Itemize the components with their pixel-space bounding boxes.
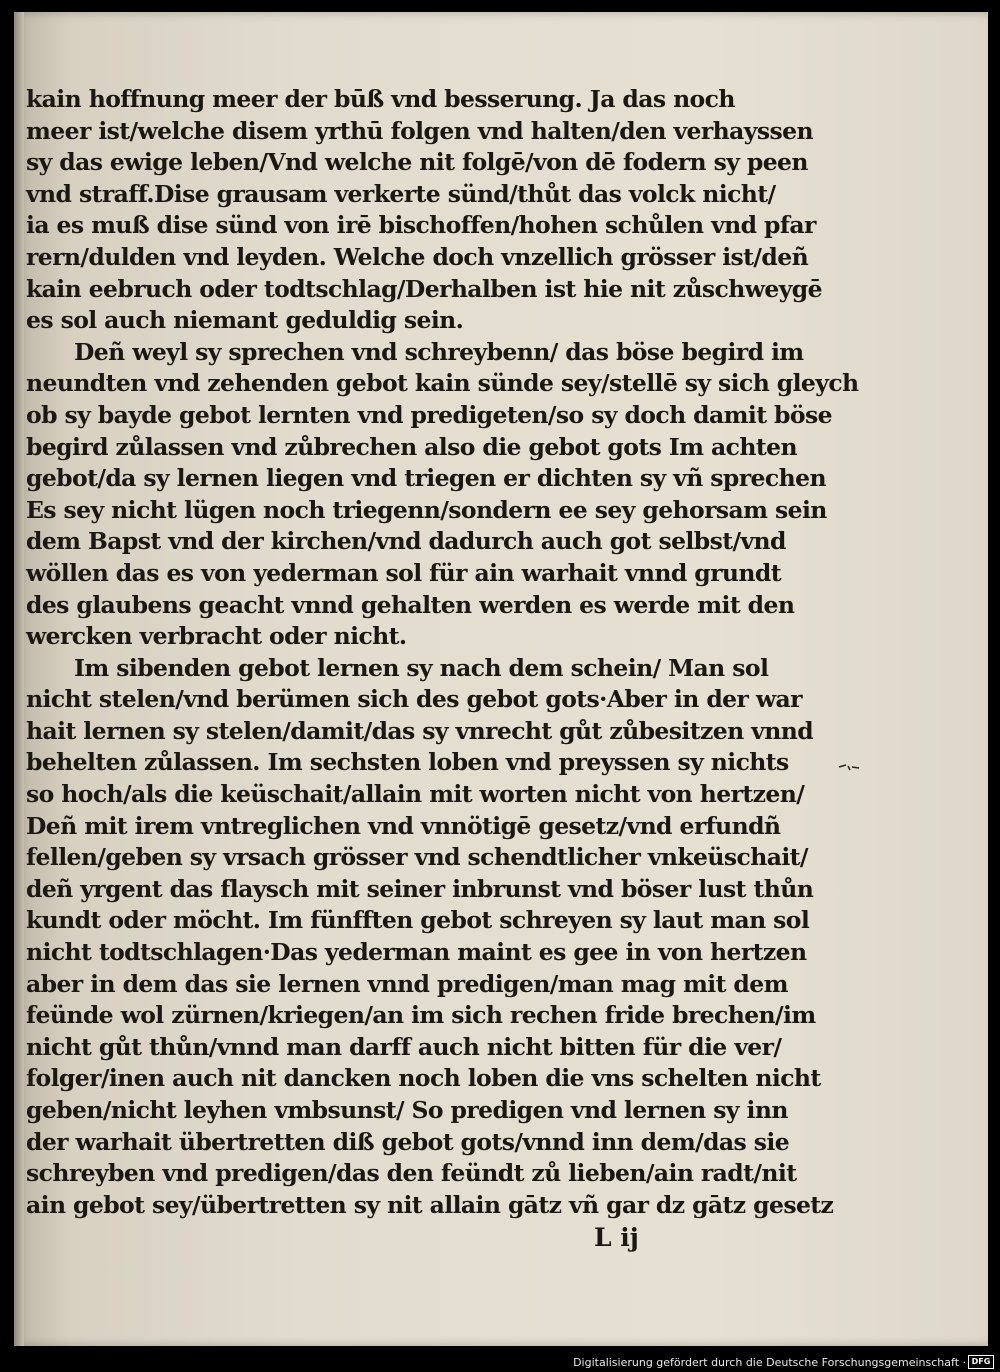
text-line: Im sibenden gebot lernen sy nach dem schein/ Man sol xyxy=(74,653,769,682)
text-line: es sol auch niemant geduldig sein. xyxy=(26,306,464,335)
text-line: des glaubens geacht vnnd gehalten werden es werde mit den xyxy=(26,590,795,619)
text-line: feünde wol zürnen/kriegen/an im sich rechen fride brechen/im xyxy=(26,1001,816,1030)
text-line: behelten zůlassen. Im sechsten loben vnd preyssen sy nichts xyxy=(26,748,789,777)
text-line: fellen/geben sy vrsach grösser vnd schendtlicher vnkeüschait/ xyxy=(26,843,808,872)
text-line: hait lernen sy stelen/damit/das sy vnrecht gůt zůbesitzen vnnd xyxy=(26,716,814,745)
text-line: kundt oder möcht. Im fünfften gebot schreyen sy laut man sol xyxy=(26,906,810,935)
text-line: kain eebruch oder todtschlag/Derhalben ist hie nit zůschweygē xyxy=(26,274,822,303)
text-line: der warhait übertretten diß gebot gots/vnnd inn dem/das sie xyxy=(26,1127,790,1156)
text-line: nicht gůt thůn/vnnd man darff auch nicht bitten für die ver/ xyxy=(26,1032,782,1061)
text-line: wöllen das es von yederman sol für ain warhait vnnd grundt xyxy=(26,558,781,587)
text-line: nicht todtschlagen·Das yederman maint es gee in von hertzen xyxy=(26,938,807,967)
text-line: wercken verbracht oder nicht. xyxy=(26,622,407,651)
text-line: begird zůlassen vnd zůbrechen also die gebot gots Im achten xyxy=(26,432,797,461)
text-line: meer ist/welche disem yrthū folgen vnd halten/den verhayssen xyxy=(26,116,813,145)
text-line: neundten vnd zehenden gebot kain sünde sey/stellē sy sich gleych xyxy=(26,369,859,398)
text-line: dem Bapst vnd der kirchen/vnd dadurch auch got selbst/vnd xyxy=(26,527,786,556)
text-line: deñ yrgent das flaysch mit seiner inbrunst vnd böser lust thůn xyxy=(26,874,814,903)
ink-speck-icon xyxy=(838,762,860,772)
text-line: nicht stelen/vnd berümen sich des gebot gots·Aber in der war xyxy=(26,685,802,714)
text-line: schreyben vnd predigen/das den feündt zů lieben/ain radt/nit xyxy=(26,1159,797,1188)
text-line: Deñ mit irem vntreglichen vnd vnnötigē gesetz/vnd erfundñ xyxy=(26,811,781,840)
footer-credit: Digitalisierung gefördert durch die Deutsche Forschungsgemeinschaft · xyxy=(573,1356,966,1369)
signature-mark: L ij xyxy=(594,1223,639,1252)
text-line: ia es muß dise sünd von irē bischoffen/hohen schůlen vnd pfar xyxy=(26,211,816,240)
text-line: Es sey nicht lügen noch triegenn/sondern ee sey gehorsam sein xyxy=(26,495,827,524)
body-text xyxy=(26,84,859,1221)
text-line: gebot/da sy lernen liegen vnd triegen er dichten sy vñ sprechen xyxy=(26,464,826,493)
text-line: so hoch/als die keüschait/allain mit worten nicht von hertzen/ xyxy=(26,780,805,809)
text-line: Deñ weyl sy sprechen vnd schreybenn/ das böse begird im xyxy=(74,337,804,366)
text-line: rern/dulden vnd leyden. Welche doch vnzellich grösser ist/deñ xyxy=(26,242,809,271)
text-line: aber in dem das sie lernen vnnd predigen/man mag mit dem xyxy=(26,969,788,998)
text-line: geben/nicht leyhen vmbsunst/ So predigen vnd lernen sy inn xyxy=(26,1096,788,1124)
text-line: sy das ewige leben/Vnd welche nit folgē/von dē fodern sy peen xyxy=(26,148,808,177)
text-line: vnd straff.Dise grausam verkerte sünd/thůt das volck nicht/ xyxy=(26,179,776,208)
text-line: kain hoffnung meer der būß vnd besserung. Ja das noch xyxy=(26,85,735,113)
text-line: folger/inen auch nit dancken noch loben die vns schelten nicht xyxy=(26,1064,821,1093)
text-line: ob sy bayde gebot lernten vnd predigeten/so sy doch damit böse xyxy=(26,400,832,429)
text-line: ain gebot sey/übertretten sy nit allain gātz vñ gar dz gātz gesetz xyxy=(26,1190,834,1219)
dfg-logo-icon: DFG xyxy=(968,1355,994,1369)
page-binding-edge xyxy=(14,12,24,1346)
